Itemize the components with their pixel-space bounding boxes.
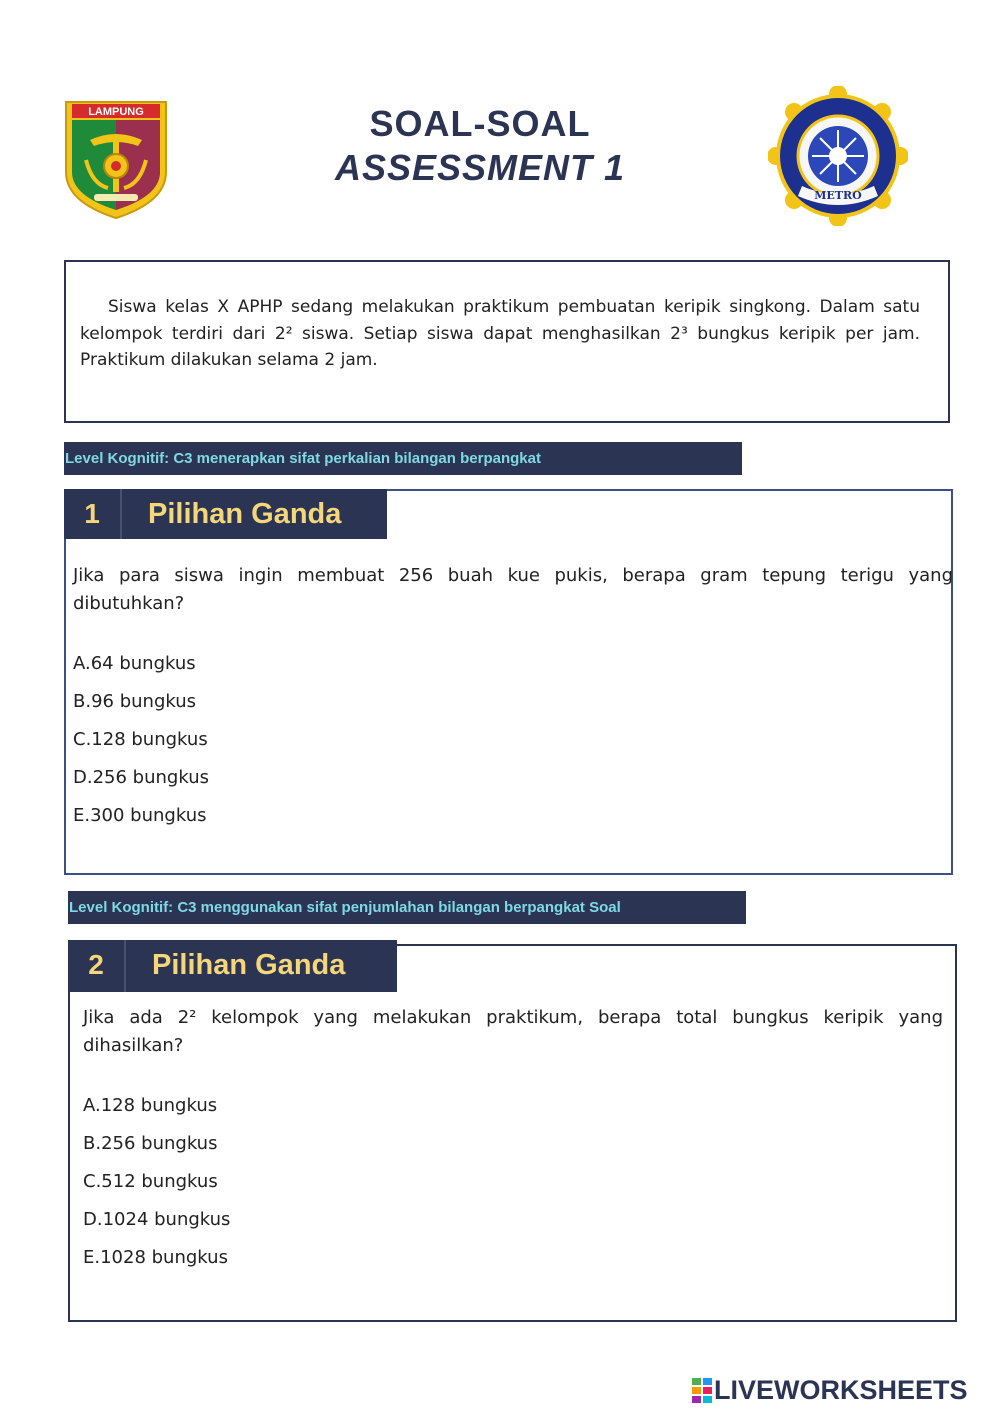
question-type: Pilihan Ganda (152, 949, 346, 981)
question-text-2: Jika ada 2² kelompok yang melakukan praktikum, berapa total bungkus keripik yang dihasilkan? (83, 1007, 943, 1056)
option-2b[interactable]: B.256 bungkus (83, 1133, 218, 1154)
option-2d[interactable]: D.1024 bungkus (83, 1209, 231, 1230)
option-1c[interactable]: C.128 bungkus (73, 729, 208, 750)
option-1e[interactable]: E.300 bungkus (73, 805, 207, 826)
question-number: 2 (68, 940, 126, 992)
lampung-crest-logo (62, 98, 170, 220)
level-bar-q1: Level Kognitif: C3 menerapkan sifat perkalian bilangan berpangkat (64, 442, 742, 475)
question-header-2 (68, 940, 397, 992)
page-title-line1: SOAL-SOAL (369, 103, 591, 144)
metro-label: METRO (814, 189, 862, 202)
question-text-1: Jika para siswa ingin membuat 256 buah kue pukis, berapa gram tepung terigu yang dibutuhkan? (73, 565, 953, 614)
liveworksheets-brand[interactable] (692, 1375, 968, 1405)
option-1b[interactable]: B.96 bungkus (73, 691, 197, 712)
option-1d[interactable]: D.256 bungkus (73, 767, 209, 788)
option-2c[interactable]: C.512 bungkus (83, 1171, 218, 1192)
liveworksheets-icon (692, 1377, 712, 1403)
question-number: 1 (64, 489, 122, 539)
intro-text: Siswa kelas X APHP sedang melakukan praktikum pembuatan keripik singkong. Dalam satu kelompok terdiri dari 2² siswa. Setiap siswa dapat menghasilkan 2³ bungkus keripik per jam. Praktikum dilakukan selama 2 jam. (80, 297, 920, 370)
question-type: Pilihan Ganda (148, 498, 342, 530)
option-1a[interactable]: A.64 bungkus (73, 653, 196, 674)
option-2a[interactable]: A.128 bungkus (83, 1095, 218, 1116)
question-header-1 (64, 489, 387, 539)
university-seal-logo (768, 86, 908, 226)
option-2e[interactable]: E.1028 bungkus (83, 1247, 228, 1268)
page-title-line2: ASSESSMENT 1 (334, 147, 626, 188)
lampung-label: LAMPUNG (88, 106, 144, 118)
brand-text: LIVEWORKSHEETS (714, 1374, 968, 1405)
level-bar-q2: Level Kognitif: C3 menggunakan sifat penjumlahan bilangan berpangkat Soal (68, 891, 746, 924)
